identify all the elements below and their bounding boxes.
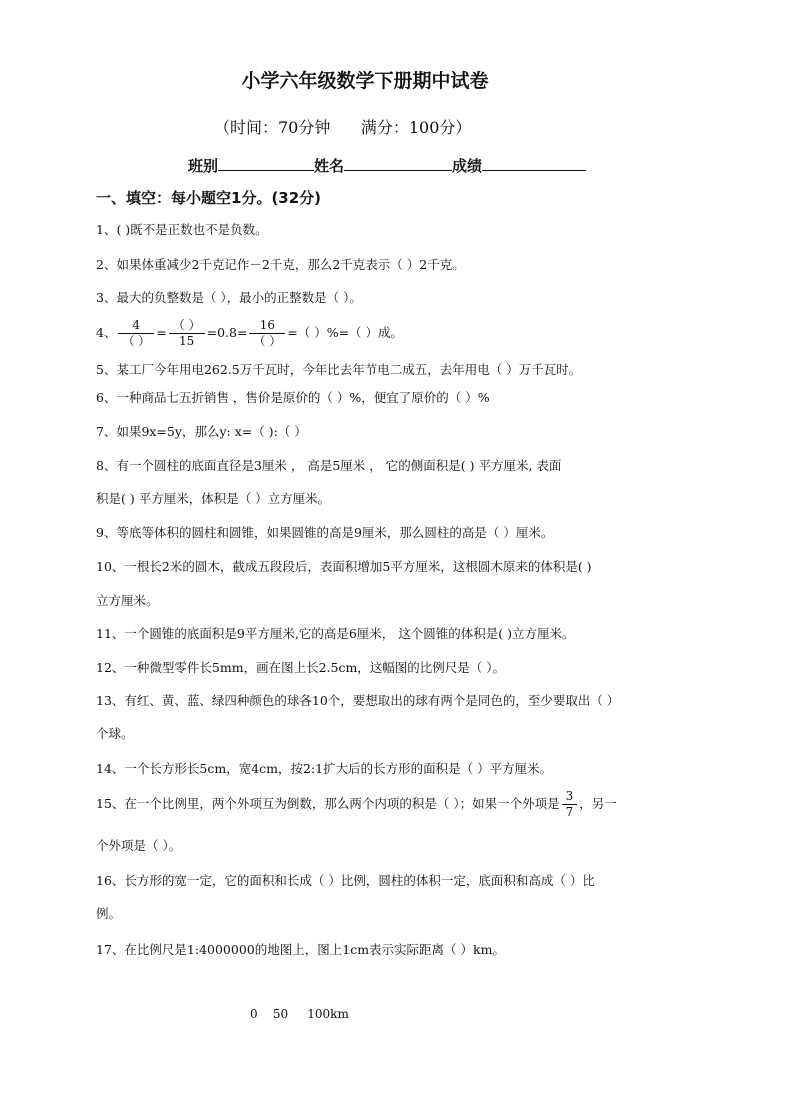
q4-fraction-1 (118, 318, 154, 349)
q4-f2-denominator: 15 (179, 334, 195, 348)
q4-fraction-3 (249, 318, 285, 349)
q15-text: 15、在一个比例里，两个外项互为倒数，那么两个内项的积是（ ）；如果一个外项是 (96, 796, 560, 811)
question-2: 2、如果体重减少2千克记作－2千克，那么2千克表示（ ）2千克。 (96, 257, 465, 272)
question-13-line-2: 个球。 (96, 726, 134, 741)
q4-f1-numerator: 4 (118, 318, 154, 334)
question-8-line-1: 8、有一个圆柱的底面直径是3厘米 ， 高是5厘米 ， 它的侧面积是( ) 平方厘米, 表面 (96, 458, 562, 473)
question-9: 9、等底等体积的圆柱和圆锥，如果圆锥的高是9厘米，那么圆柱的高是（ ）厘米。 (96, 525, 554, 540)
student-info-line (188, 155, 586, 176)
question-6: 6、一种商品七五折销售 ，售价是原价的（ ）%，便宜了原价的（ ）% (96, 390, 490, 405)
q15-numerator: 3 (562, 789, 578, 805)
scale-label-50: 50 (272, 1007, 289, 1021)
question-10-line-2: 立方厘米。 (96, 593, 159, 608)
class-label: 班别 (188, 157, 219, 175)
class-blank[interactable] (218, 156, 314, 171)
q4-middle: =0.8= (206, 325, 248, 340)
exam-subtitle: （时间：70分钟 满分：100分） (214, 118, 472, 137)
question-15-line-2: 个外项是（ ）。 (96, 838, 182, 853)
question-5: 5、某工厂今年用电262.5万千瓦时，今年比去年节电二成五，去年用电（ ）万千瓦时。 (96, 362, 582, 377)
name-label: 姓名 (314, 157, 345, 175)
q4-f1-denominator: （ ） (122, 334, 151, 348)
q4-f2-numerator: （ ） (169, 318, 205, 334)
question-4 (96, 318, 403, 349)
question-14: 14、一个长方形长5cm，宽4cm，按2:1扩大后的长方形的面积是（ ）平方厘米。 (96, 761, 553, 776)
question-1: 1、( )既不是正数也不是负数。 (96, 222, 268, 237)
section-title: 一、填空：每小题空1分。(32分) (96, 189, 322, 207)
score-blank[interactable] (482, 156, 586, 171)
q15-fraction (562, 789, 578, 820)
q4-suffix: =（ ）%=（ ）成。 (287, 325, 404, 340)
question-17: 17、在比例尺是1:4000000的地图上，图上1cm表示实际距离（ ）km。 (96, 942, 505, 957)
question-3: 3、最大的负整数是（ ），最小的正整数是（ ）。 (96, 290, 362, 305)
q4-f3-numerator: 16 (249, 318, 285, 334)
question-7: 7、如果9x=5y，那么y: x=（ ):（ ） (96, 424, 307, 439)
question-16-line-2: 例。 (96, 906, 122, 921)
q15-tail: ，另一 (579, 796, 617, 811)
map-scale-labels (250, 1007, 349, 1021)
question-10-line-1: 10、一根长2米的圆木，截成五段段后，表面积增加5平方厘米，这根圆木原来的体积是( ) (96, 559, 592, 574)
exam-title: 小学六年级数学下册期中试卷 (241, 70, 489, 92)
q4-prefix: 4、 (96, 325, 117, 340)
question-13-line-1: 13、有红、黄、蓝、绿四种颜色的球各10个，要想取出的球有两个是同色的，至少要取出（ ） (96, 693, 620, 708)
scale-label-0: 0 (250, 1007, 258, 1021)
scale-label-100km: 100km (307, 1007, 349, 1021)
question-16-line-1: 16、长方形的宽一定，它的面积和长成（ ）比例，圆柱的体积一定，底面积和高成（ ）比 (96, 873, 595, 888)
score-label: 成绩 (452, 157, 483, 175)
q4-fraction-2 (169, 318, 205, 349)
q4-equals: = (156, 325, 167, 340)
question-15-line-1 (96, 789, 617, 820)
question-8-line-2: 积是( ) 平方厘米，体积是（ ）立方厘米。 (96, 491, 331, 506)
question-11: 11、一个圆锥的底面积是9平方厘米,它的高是6厘米， 这个圆锥的体积是( )立方厘米。 (96, 626, 575, 641)
name-blank[interactable] (344, 156, 452, 171)
question-12: 12、一种微型零件长5mm，画在图上长2.5cm，这幅图的比例尺是（ ）。 (96, 660, 506, 675)
q15-denominator: 7 (565, 805, 574, 819)
q4-f3-denominator: （ ） (253, 334, 282, 348)
